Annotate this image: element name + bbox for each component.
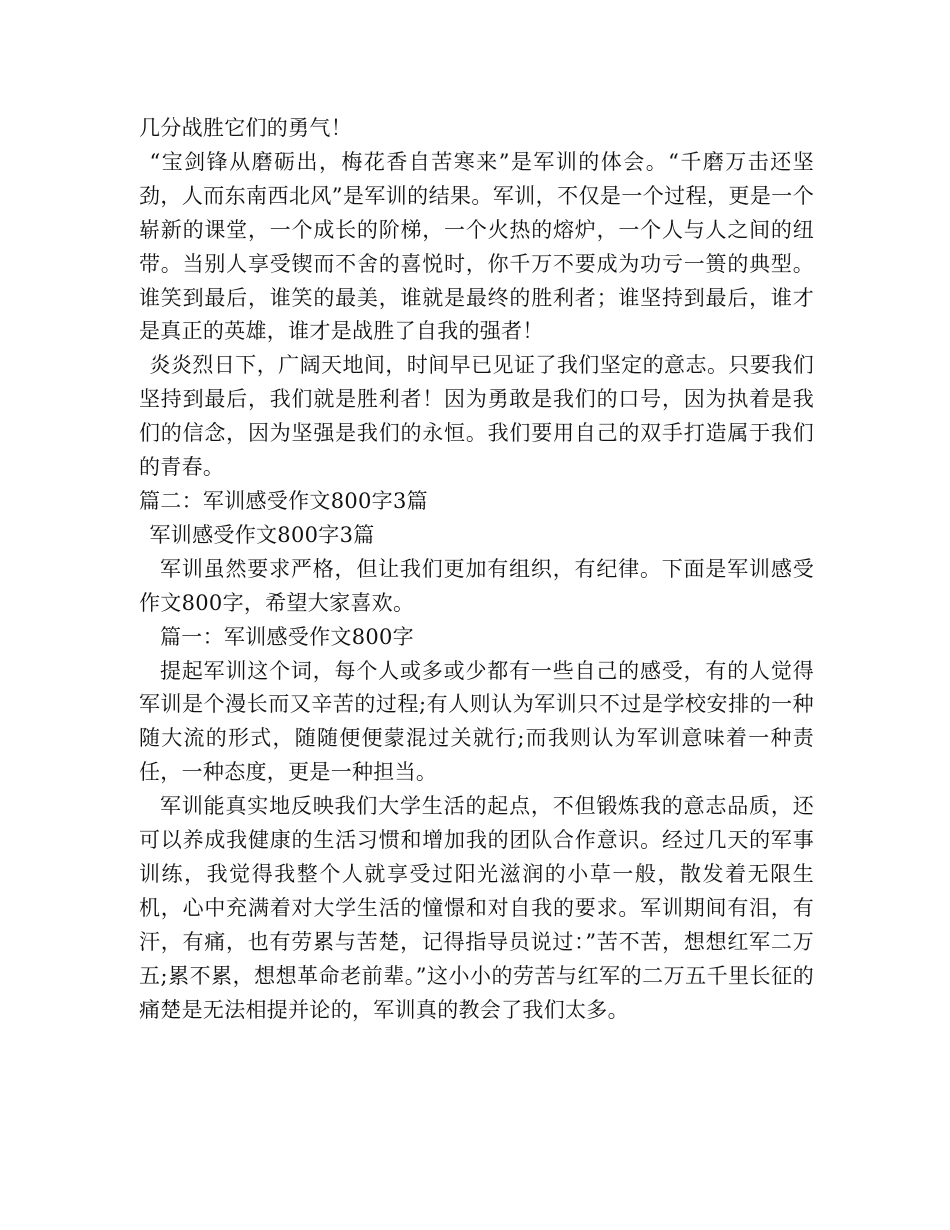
intro-paragraph: 军训虽然要求严格，但让我们更加有组织，有纪律。下面是军训感受作文800字，希望大家喜欢。 bbox=[139, 556, 814, 615]
sub-heading-1: 篇一：军训感受作文800字 bbox=[160, 624, 414, 649]
section-heading-2: 篇二：军训感受作文800字3篇 bbox=[139, 488, 428, 513]
paragraph-4: 提起军训这个词，每个人或多或少都有一些自己的感受，有的人觉得军训是个漫长而又辛苦的过程;有人则认为军训只不过是学校安排的一种随大流的形式，随随便便蒙混过关就行;而我则认为军训意味着一种责任，一种态度，更是一种担当。 bbox=[139, 658, 814, 785]
paragraph-2: “宝剑锋从磨砺出，梅花香自苦寒来”是军训的体会。“千磨万击还坚劲，人而东南西北风”是军训的结果。军训，不仅是一个过程，更是一个崭新的课堂，一个成长的阶梯，一个火热的熔炉，一个人与人之间的纽带。当别人享受锲而不舍的喜悦时，你千万不要成为功亏一篑的典型。谁笑到最后，谁笑的最美，谁就是最终的胜利者；谁坚持到最后，谁才是真正的英雄，谁才是战胜了自我的强者！ bbox=[139, 149, 814, 344]
document-body bbox=[139, 112, 814, 1027]
paragraph-1: 几分战胜它们的勇气！ bbox=[139, 116, 352, 140]
paragraph-3: 炎炎烈日下，广阔天地间，时间早已见证了我们坚定的意志。只要我们坚持到最后，我们就是胜利者！因为勇敢是我们的口号，因为执着是我们的信念，因为坚强是我们的永恒。我们要用自己的双手打造属于我们的青春。 bbox=[139, 353, 814, 480]
paragraph-5: 军训能真实地反映我们大学生活的起点，不但锻炼我的意志品质，还可以养成我健康的生活习惯和增加我的团队合作意识。经过几天的军事训练，我觉得我整个人就享受过阳光滋润的小草一般，散发着无限生机，心中充满着对大学生活的憧憬和对自我的要求。军训期间有泪，有汗，有痛，也有劳累与苦楚，记得指导员说过：”苦不苦，想想红军二万五;累不累，想想革命老前辈。”这小小的劳苦与红军的二万五千里长征的痛楚是无法相提并论的，军训真的教会了我们太多。 bbox=[139, 794, 814, 1022]
article-title: 军训感受作文800字3篇 bbox=[149, 522, 375, 547]
